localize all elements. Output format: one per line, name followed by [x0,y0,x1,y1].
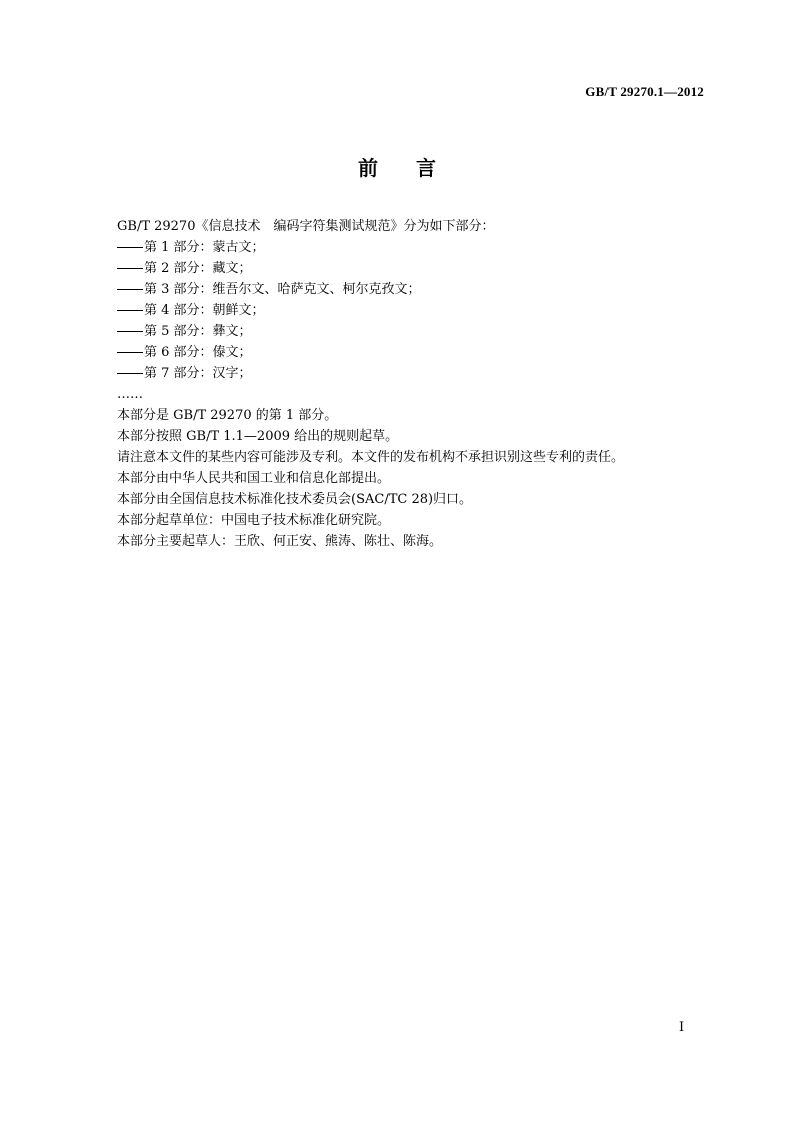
em-dash [117,310,143,311]
page-title [0,152,794,181]
page-number: I [679,1020,685,1035]
part-label: 第 2 部分：藏文； [144,261,252,276]
part-label: 第 3 部分：维吾尔文、哈萨克文、柯尔克孜文； [144,282,421,297]
title-char-2: 言 [416,156,436,180]
em-dash [117,331,143,332]
foreword-body [117,216,717,552]
part-item [117,321,717,342]
em-dash [117,352,143,353]
em-dash [117,289,143,290]
part-item [117,300,717,321]
part-item [117,342,717,363]
paragraph: 本部分主要起草人：王欣、何正安、熊涛、陈壮、陈海。 [117,534,443,549]
part-item [117,363,717,384]
ellipsis: …… [117,387,143,402]
em-dash [117,373,143,374]
part-item [117,258,717,279]
part-item [117,279,717,300]
part-item [117,237,717,258]
title-char-1: 前 [358,156,378,180]
standard-number: GB/T 29270.1—2012 [585,84,704,99]
paragraph: 本部分由全国信息技术标准化技术委员会(SAC/TC 28)归口。 [117,492,473,507]
paragraph: 本部分由中华人民共和国工业和信息化部提出。 [117,471,391,486]
paragraph: 本部分按照 GB/T 1.1—2009 给出的规则起草。 [117,429,399,444]
em-dash [117,247,143,248]
em-dash [117,268,143,269]
intro-line: GB/T 29270《信息技术 编码字符集测试规范》分为如下部分： [117,219,495,234]
part-label: 第 6 部分：傣文； [144,345,252,360]
paragraph: 本部分是 GB/T 29270 的第 1 部分。 [117,408,338,423]
part-label: 第 7 部分：汉字； [144,366,252,381]
part-label: 第 1 部分：蒙古文； [144,240,265,255]
part-label: 第 4 部分：朝鲜文； [144,303,265,318]
paragraph: 本部分起草单位：中国电子技术标准化研究院。 [117,513,391,528]
paragraph: 请注意本文件的某些内容可能涉及专利。本文件的发布机构不承担识别这些专利的责任。 [117,450,625,465]
part-label: 第 5 部分：彝文； [144,324,252,339]
